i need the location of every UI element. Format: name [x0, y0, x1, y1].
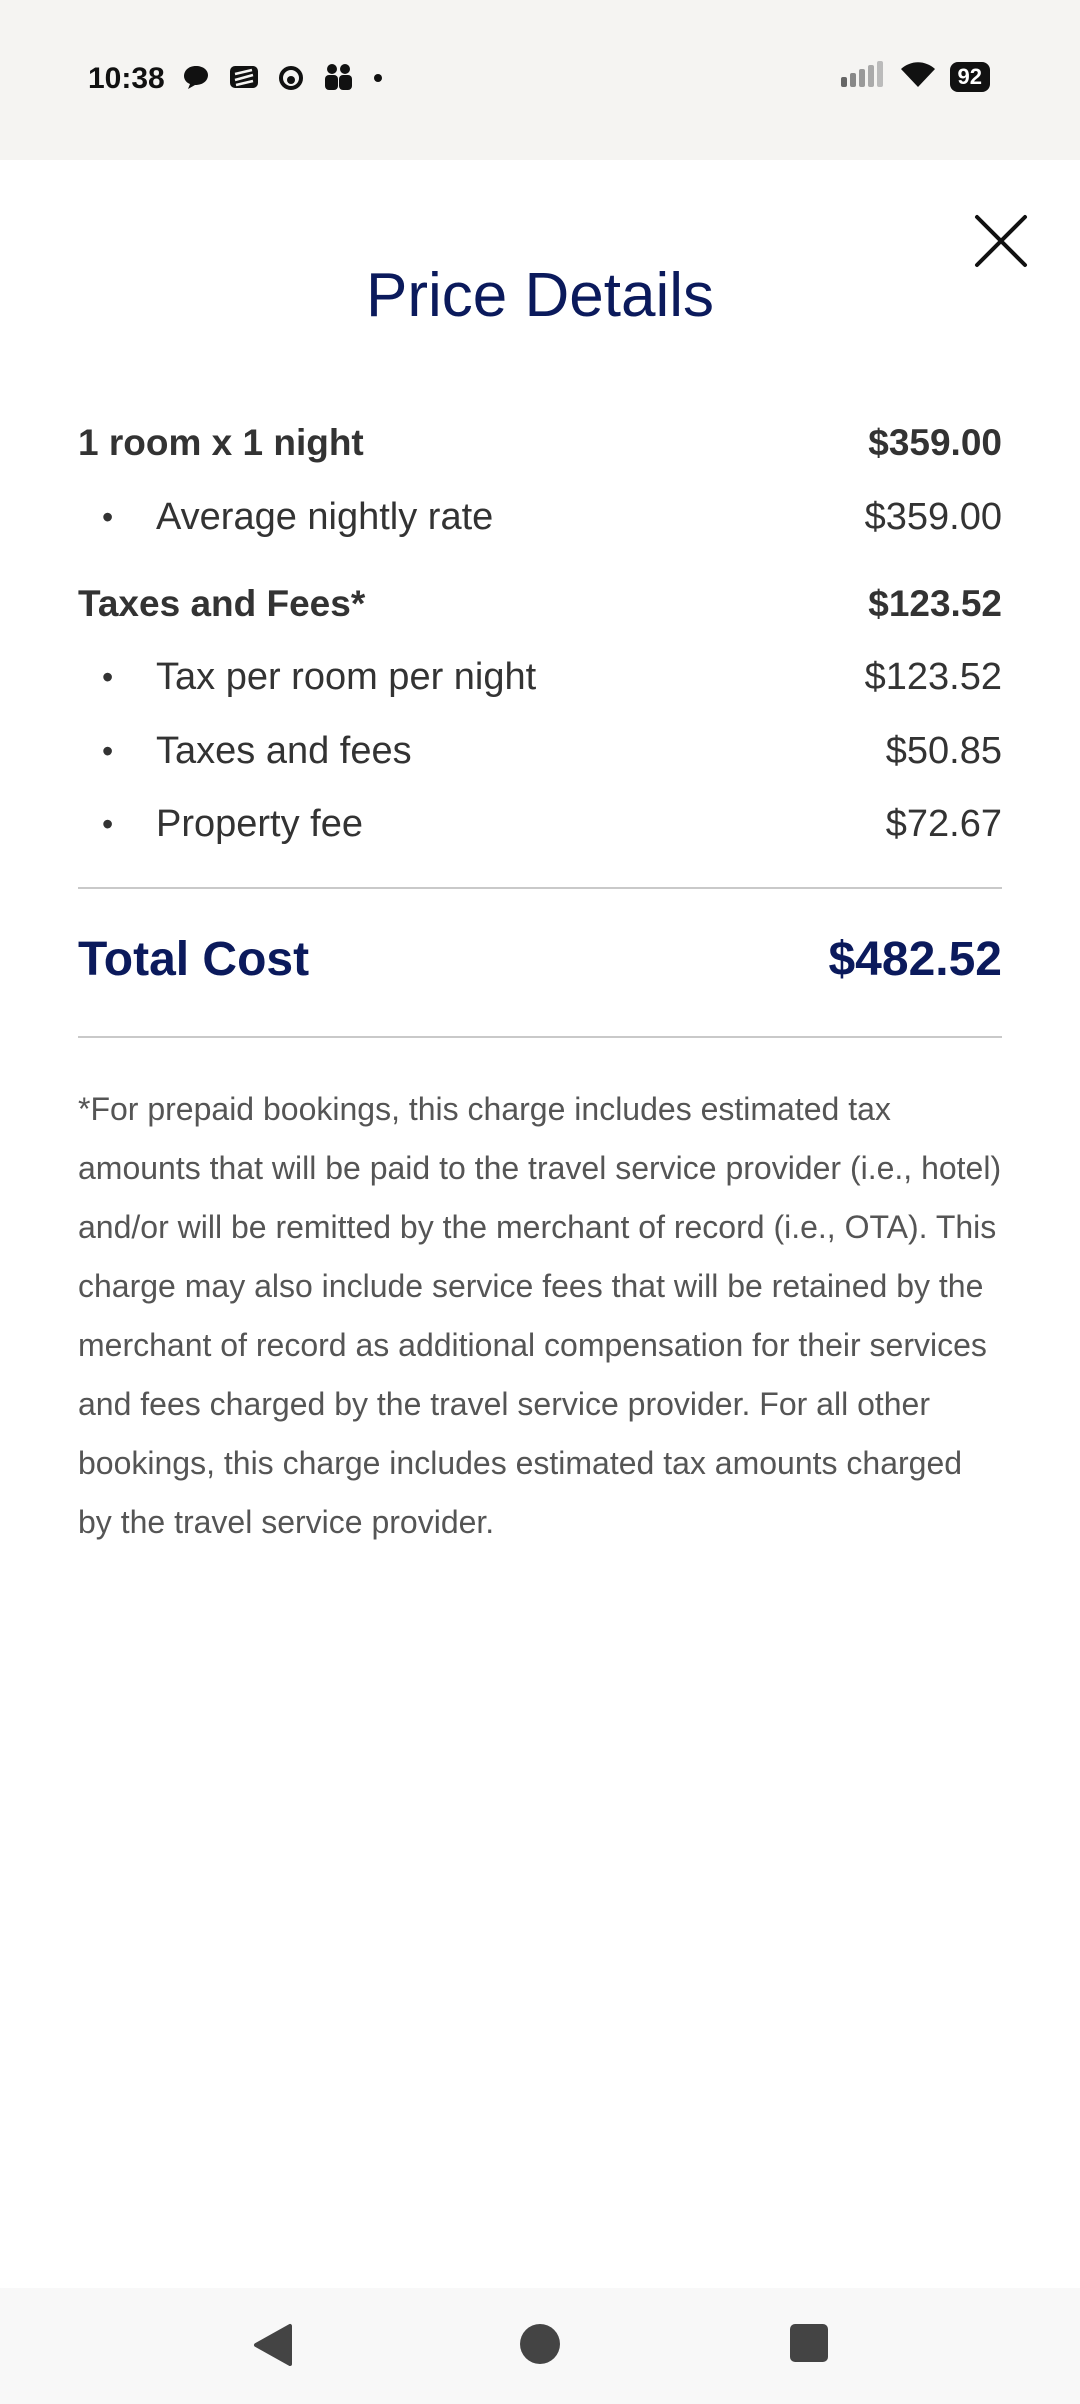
line-item-amount: $123.52 — [864, 656, 1002, 698]
total-cost-amount: $482.52 — [828, 933, 1002, 986]
back-button[interactable] — [250, 2322, 294, 2373]
line-item-amount: $359.00 — [864, 496, 1002, 538]
total-cost-row — [78, 932, 1002, 987]
line-item-amount: $72.67 — [885, 803, 1002, 845]
back-icon — [250, 2322, 294, 2368]
total-cost-label: Total Cost — [78, 933, 310, 986]
dot-icon — [372, 71, 384, 89]
signal-icon — [840, 61, 886, 92]
line-item-label: Tax per room per night — [156, 656, 537, 698]
threads-icon — [278, 63, 304, 96]
taxes-line-amount: $123.52 — [868, 583, 1002, 624]
bullet: • — [102, 806, 114, 842]
divider — [78, 1036, 1002, 1038]
stacked-app-icon — [228, 62, 260, 97]
wifi-icon — [900, 60, 936, 93]
page-title: Price Details — [366, 261, 714, 330]
taxes-line — [78, 583, 1002, 625]
line-item-average-nightly-rate — [78, 496, 1002, 539]
bullet: • — [102, 733, 114, 769]
line-item-taxes-and-fees — [78, 730, 1002, 773]
line-item-label: Taxes and fees — [156, 730, 412, 772]
taxes-line-label: Taxes and Fees* — [78, 583, 366, 624]
system-nav-bar — [0, 2288, 1080, 2404]
status-bar — [0, 0, 1080, 160]
recents-icon[interactable] — [790, 2324, 828, 2362]
bullet: • — [102, 659, 114, 695]
status-right — [840, 60, 990, 93]
battery-indicator: 92 — [950, 62, 990, 92]
home-icon[interactable] — [520, 2324, 560, 2364]
people-icon — [322, 62, 354, 97]
line-item-label: Property fee — [156, 803, 363, 845]
price-details-sheet — [0, 160, 1080, 2288]
divider — [78, 887, 1002, 889]
bullet: • — [102, 499, 114, 535]
chat-bubble-icon — [182, 63, 210, 96]
room-line-label: 1 room x 1 night — [78, 422, 364, 463]
notification-icons — [182, 62, 384, 97]
line-item-tax-per-room — [78, 656, 1002, 699]
status-time: 10:38 — [88, 62, 165, 95]
line-item-amount: $50.85 — [885, 730, 1002, 772]
line-item-label: Average nightly rate — [156, 496, 494, 538]
tax-disclaimer: *For prepaid bookings, this charge includes estimated tax amounts that will be paid to the travel service provider (i.e., hotel) and/or will be remitted by the merchant of record (i.e., OTA). This charge may also include service fees that will be retained by the merchant of record as additional compensation for their services and fees charged by the travel service provider. For all other bookings, this charge includes estimated tax amounts charged by the travel service provider. — [78, 1091, 1002, 1540]
room-line — [78, 422, 1002, 464]
room-line-amount: $359.00 — [868, 422, 1002, 463]
line-item-property-fee — [78, 803, 1002, 846]
